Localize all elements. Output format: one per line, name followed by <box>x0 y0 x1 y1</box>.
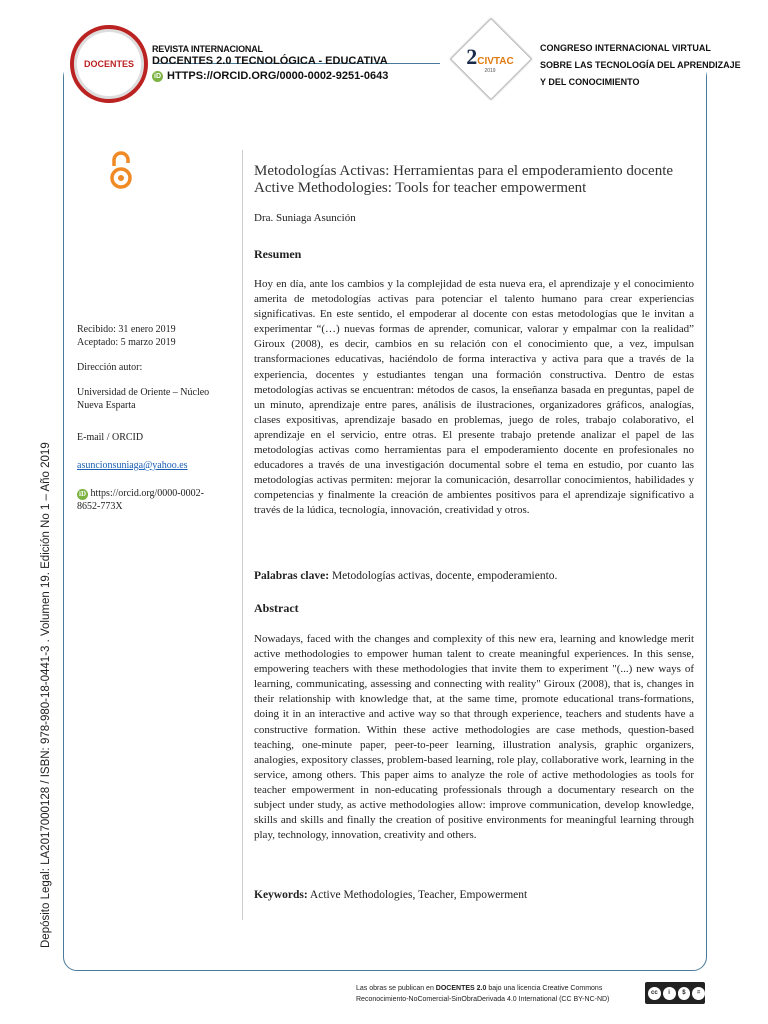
journal-header <box>152 44 388 82</box>
author-orcid[interactable] <box>77 487 227 513</box>
badge-number: 2 <box>466 44 478 69</box>
resumen-heading: Resumen <box>254 247 302 261</box>
title-es: Metodologías Activas: Herramientas para el empoderamiento docente <box>254 163 674 179</box>
abstract-heading: Abstract <box>254 601 299 615</box>
badge-year: 2019 <box>484 68 496 74</box>
address-label: Dirección autor: <box>77 362 143 373</box>
noncommercial-icon: $ <box>678 987 691 1000</box>
noderivs-icon: = <box>692 987 705 1000</box>
email-link[interactable]: asuncionsuniaga@yahoo.es <box>77 460 188 471</box>
orcid-icon: iD <box>79 490 86 498</box>
license-note: Las obras se publican en DOCENTES 2.0 bajo una licencia Creative Commons Reconocimiento-NoComercial-SinObraDerivada 4.0 International (CC BY-NC-ND) <box>356 985 610 1003</box>
column-divider <box>242 150 243 920</box>
author-orcid-url[interactable]: https://orcid.org/0000-0002-8652-773X <box>77 488 204 512</box>
journal-orcid[interactable] <box>152 70 388 82</box>
contact-label: E-mail / ORCID <box>77 432 144 443</box>
legal-deposit-text: Depósito Legal: LA2017000128 / ISBN: 978-980-18-0441-3 . Volumen 19. Edición No 1 – Año 2019 <box>40 442 52 948</box>
journal-logo <box>70 25 148 103</box>
resumen-text: Hoy en día, ante los cambios y la complejidad de esta nueva era, el aprendizaje y el conocimiento amerita de metodologías activas para potenciar el talento humano para crear experiencias significativas. En este sentido, el empoderar al docente con estas metodologías que le invitan a experimentar “(…) nuevas formas de aprender, comunicar, valorar y empalmar con la realidad” Giroux (2008), es decir, cambios en su relación con el conocimiento que, a vez, impulsan transformaciones educativas, haciéndolo de forma interactiva y activa para que a través de la experiencia, docentes y estudiantes tengan una formación constructiva. Dentro de estas metodologías activas se encuentran: métodos de casos, la enseñanza basada en preguntas, papel de un minuto, aprendizaje entre pares, análisis de ilustraciones, organizadores gráficos, analogías, clases expositivas, aprendizaje basado en problemas, juego de roles, trabajo colaborativo, el aprendizaje en el servicio, entre otras. El presente trabajo pretende analizar el papel de las metodologías activas como herramientas para el empoderamiento docente en profesionales no educadores a través de una investigación documental sobre el tema en estudio, por cuanto las metodologías activas permiten: mejorar la comunicación, desarrollar conocimientos, habilidades y competencias y finalmente la creación de ambientes positivos para el aprendizaje significativo a través de la lúdica, tecnología, innovación, creatividad y otros. <box>254 278 694 517</box>
received-date: Recibido: 31 enero 2019 <box>77 324 176 335</box>
congress-badge <box>450 18 530 98</box>
congress-line-2: SOBRE LAS TECNOLOGÍA DEL APRENDIZAJE <box>540 60 741 70</box>
keywords-values: Active Methodologies, Teacher, Empowerment <box>309 889 528 901</box>
congress-line-1: CONGRESO INTERNACIONAL VIRTUAL <box>540 43 711 53</box>
title-en: Active Methodologies: Tools for teacher empowerment <box>254 180 587 196</box>
badge-name: CIVTAC <box>477 56 514 67</box>
logo-text: DOCENTES <box>83 59 134 69</box>
journal-line-2: DOCENTES 2.0 TECNOLÓGICA - EDUCATIVA <box>152 55 388 67</box>
journal-name: DOCENTES 2.0 <box>435 985 487 992</box>
license-line-2: Reconocimiento-NoComercial-SinObraDerivada 4.0 International (CC BY-NC-ND) <box>356 996 610 1003</box>
author-address: Universidad de Oriente – Núcleo Nueva Esparta <box>77 387 210 411</box>
journal-line-1: REVISTA INTERNACIONAL <box>152 44 263 54</box>
article-title <box>254 163 694 197</box>
keywords <box>254 889 694 901</box>
cc-icon: cc <box>648 987 661 1000</box>
accepted-date: Aceptado: 5 marzo 2019 <box>77 337 176 348</box>
dates <box>77 323 227 349</box>
cc-license-badge[interactable] <box>645 982 705 1004</box>
congress-header <box>540 40 741 91</box>
palabras-clave <box>254 570 694 582</box>
journal-orcid-url[interactable]: HTTPS://ORCID.ORG/0000-0002-9251-0643 <box>167 70 389 82</box>
author-name: Dra. Suniaga Asunción <box>254 212 356 224</box>
keywords-label: Keywords: <box>254 889 308 901</box>
open-access-icon <box>108 150 134 190</box>
congress-line-3: Y DEL CONOCIMIENTO <box>540 77 640 87</box>
abstract-text: Nowadays, faced with the changes and complexity of this new era, learning and knowledge merit active methodologies to empower human talent to create meaningful experiences. In this sense, empowering teachers with these methodologies that invite them to experiment "(...) new ways of learning, communicating, assessing and connecting with reality" Giroux (2008), that is, changes in their relationship with knowledge that, at the same time, promote educational trans-formations, doing it in an interactive and active way so that through experience, teachers and students have a constructive formation. Within these active methodologies are case methods, question-based teaching, one-minute paper, peer-to-peer learning, illustration analysis, graphic organizers, analogies, expository classes, problem-based learning, role play, collaborative work, learning in the service, among others. This paper aims to analyze the role of active methodologies as tools for teacher empowerment in non-educating professionals through a documentary research on the subject under study, as active methodologies allow: improve communication, develop knowledge, skills and skills and finally the creation of positive environments for meaningful learning through play, technology, innovation, creativity and others. <box>254 633 694 842</box>
palabras-values: Metodologías activas, docente, empoderamiento. <box>331 570 558 582</box>
orcid-icon: iD <box>154 72 161 80</box>
palabras-label: Palabras clave: <box>254 570 330 582</box>
attribution-icon: i <box>663 987 676 1000</box>
